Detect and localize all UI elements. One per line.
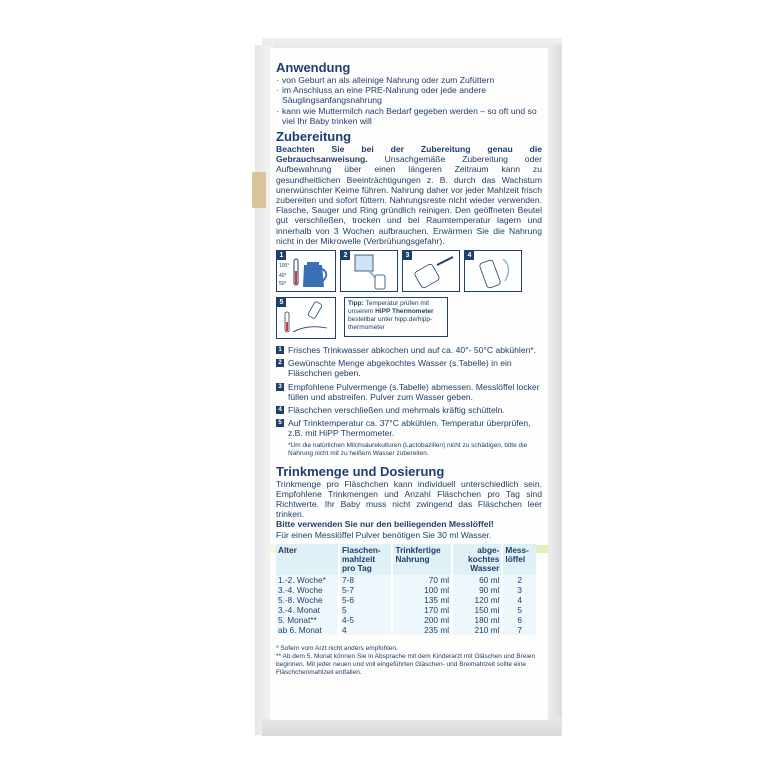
- list-item: [276, 358, 542, 378]
- cell-wasser: 150 ml: [452, 605, 502, 615]
- cell-mahlzeit: 7-8: [339, 575, 393, 585]
- trinkmenge-text: Trinkmenge pro Fläschchen kann individuell unterschiedlich sein. Empfohlene Trinkmengen und Anzahl Fläschchen pro Tag sind Richtwerte. Ihr Baby muss nicht zwingend das Fläschchen leer trinken.: [276, 478, 542, 520]
- cell-mahlzeit: 5: [339, 605, 393, 615]
- header-alter: Alter: [276, 544, 339, 575]
- table-row: [276, 595, 536, 605]
- pictogram-water: [340, 250, 398, 292]
- step-pictograms: [276, 250, 542, 292]
- step-text: Gewünschte Menge abgekochtes Wasser (s.Tabelle) in ein Fläschchen geben.: [288, 358, 512, 379]
- list-item: [276, 405, 542, 415]
- cell-messloeffel: 3: [502, 585, 536, 595]
- table-header-row: [276, 544, 536, 575]
- cell-mahlzeit: 4-5: [339, 615, 393, 625]
- cell-nahrung: 170 ml: [392, 605, 452, 615]
- anwendung-bullet: · kann wie Muttermilch nach Bedarf gegeben werden – so oft und so viel Ihr Baby trinken will: [276, 106, 542, 126]
- pictogram-number: 2: [341, 251, 350, 260]
- pictogram-number: 3: [403, 251, 412, 260]
- cell-wasser: 90 ml: [452, 585, 502, 595]
- header-mahlzeit: Flaschen-mahlzeit pro Tag: [339, 544, 393, 575]
- cell-wasser: 180 ml: [452, 615, 502, 625]
- thermo-label: 50°: [279, 281, 287, 288]
- table-footnote: ** Ab dem 5. Monat können Sie in Absprache mit dem Kinderarzt mit Gläschen und Breien beginnen. Mit jeder neuen und voll eingeführten Gläschen- und Breimahlzeit sollte eine Fläschchenmahlzeit entfallen.: [276, 652, 536, 676]
- cell-mahlzeit: 5-6: [339, 595, 393, 605]
- pictogram-shake: [464, 250, 522, 292]
- step-number: 1: [276, 346, 284, 354]
- pictogram-kettle: [276, 250, 336, 292]
- cell-alter: 3.-4. Woche: [276, 585, 339, 595]
- box-flap-tab: [252, 172, 266, 208]
- cell-alter: 5.-8. Woche: [276, 595, 339, 605]
- tip-brand: HiPP Thermometer: [375, 308, 434, 316]
- trinkmenge-title: Trinkmenge und Dosierung: [276, 463, 445, 479]
- cell-nahrung: 100 ml: [392, 585, 452, 595]
- pour-water-icon: [341, 251, 397, 291]
- package-text: [276, 60, 542, 677]
- anwendung-title: Anwendung: [276, 60, 351, 75]
- zubereitung-intro-bold: Beachten Sie bei der Zubereitung genau die Gebrauchsanweisung.: [276, 144, 542, 165]
- box-right-edge: [548, 45, 562, 735]
- pictogram-number: 1: [277, 251, 286, 260]
- thermo-label: 40°: [279, 273, 287, 280]
- cell-wasser: 120 ml: [452, 595, 502, 605]
- cell-messloeffel: 2: [502, 575, 536, 585]
- step-text: Empfohlene Pulvermenge (s.Tabelle) abmessen. Messlöffel locker füllen und abstreifen. Pulver zum Wasser geben.: [288, 381, 540, 402]
- cell-nahrung: 135 ml: [392, 595, 452, 605]
- zubereitung-intro-text: Unsachgemäße Zubereitung oder Aufbewahrung über einen längeren Zeitraum kann zu gesundheitlichen Beeinträchtigungen z. B. durch das Wachstum unerwünschter Keime führen. Nahrung daher vor jeder Mahlzeit frisch zubereiten und sofort füttern. Nahrungsreste nicht wieder verwenden. Flasche, Sauger und Ring gründlich reinigen. Den geöffneten Beutel gut verschließen, trocken und bei Raumtemperatur lagern und innerhalb von 3 Wochen aufbrauchen. Erwärmen Sie die Nahrung nicht in der Mikrowelle (Verbrühungsgefahr).: [276, 154, 542, 246]
- cell-alter: 5. Monat**: [276, 615, 339, 625]
- pictogram-number: 5: [277, 298, 286, 307]
- table-row: [276, 615, 536, 625]
- cell-alter: 3.-4. Monat: [276, 605, 339, 615]
- list-item: [276, 382, 542, 402]
- step-footnote: *Um die natürlichen Milchsäurekulturen (Lactobazillen) nicht zu schädigen, bitte die Nahrung nicht mit zu heißem Wasser zubereiten.: [288, 441, 528, 457]
- tip-box: [344, 297, 448, 337]
- box-bottom-edge: [262, 718, 562, 736]
- list-item: [276, 345, 542, 355]
- cell-wasser: 210 ml: [452, 625, 502, 635]
- header-nahrung: Trinkfertige Nahrung: [392, 544, 452, 575]
- anwendung-bullet: · von Geburt an als alleinige Nahrung oder zum Zufüttern: [276, 75, 542, 85]
- cell-messloeffel: 5: [502, 605, 536, 615]
- thermo-label: 100°: [279, 263, 290, 270]
- step-number: 3: [276, 383, 284, 391]
- zubereitung-title: Zubereitung: [276, 129, 352, 145]
- table-row: [276, 625, 536, 635]
- kettle-icon: [277, 251, 335, 291]
- table-footnote: * Sofern vom Arzt nicht anders empfohlen.: [276, 644, 398, 652]
- shake-bottle-icon: [465, 251, 521, 291]
- spoon-warning: Bitte verwenden Sie nur den beiliegenden Messlöffel!: [276, 519, 494, 530]
- tip-url-text: bestellbar unter hipp.de/hipp-thermometer: [348, 316, 433, 332]
- spoon-note: Für einen Messlöffel Pulver benötigen Sie 30 ml Wasser.: [276, 529, 492, 540]
- cell-messloeffel: 7: [502, 625, 536, 635]
- header-messloeffel: Mess-löffel: [502, 544, 536, 575]
- list-item: [276, 418, 542, 438]
- table-row: [276, 605, 536, 615]
- step-number: 4: [276, 406, 284, 414]
- cell-mahlzeit: 5-7: [339, 585, 393, 595]
- zubereitung-text: [276, 144, 542, 246]
- cell-messloeffel: 6: [502, 615, 536, 625]
- table-row: [276, 575, 536, 585]
- step-text: Fläschchen verschließen und mehrmals kräftig schütteln.: [288, 405, 505, 416]
- pictogram-temperature: [276, 297, 336, 339]
- pictogram-number: 4: [465, 251, 474, 260]
- cell-messloeffel: 4: [502, 595, 536, 605]
- preparation-steps: [276, 345, 542, 439]
- step-text: Auf Trinktemperatur ca. 37°C abkühlen. Temperatur überprüfen, z.B. mit HiPP Thermometer.: [288, 418, 531, 439]
- cell-nahrung: 235 ml: [392, 625, 452, 635]
- wrist-test-icon: [277, 298, 335, 338]
- tip-label: Tipp:: [348, 300, 364, 308]
- anwendung-bullet: · im Anschluss an eine PRE-Nahrung oder jede andere Säuglingsanfangsnahrung: [276, 85, 542, 105]
- cell-nahrung: 200 ml: [392, 615, 452, 625]
- cell-wasser: 60 ml: [452, 575, 502, 585]
- cell-mahlzeit: 4: [339, 625, 393, 635]
- step-number: 2: [276, 359, 284, 367]
- dosage-table: [276, 544, 536, 635]
- measuring-spoon-icon: [403, 251, 459, 291]
- table-row: [276, 585, 536, 595]
- cell-alter: ab 6. Monat: [276, 625, 339, 635]
- header-wasser: abge-kochtes Wasser: [452, 544, 502, 575]
- cell-nahrung: 70 ml: [392, 575, 452, 585]
- step-pictograms-row2: [276, 297, 542, 339]
- pictogram-powder: [402, 250, 460, 292]
- cell-alter: 1.-2. Woche*: [276, 575, 339, 585]
- step-number: 5: [276, 419, 284, 427]
- step-text: Frisches Trinkwasser abkochen und auf ca. 40°- 50°C abkühlen*.: [288, 345, 537, 356]
- tip-text: Temperatur prüfen mit unserem: [348, 300, 430, 316]
